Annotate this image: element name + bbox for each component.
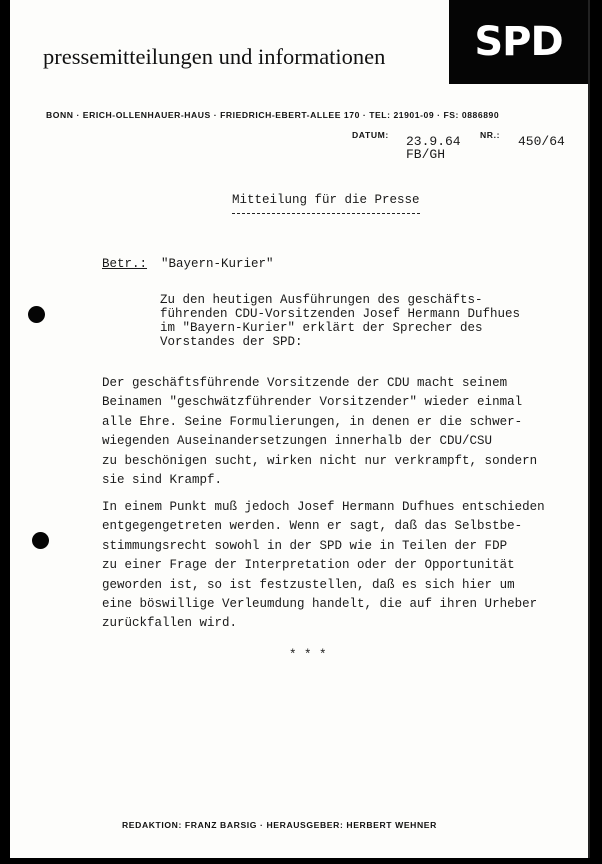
masthead-title: pressemitteilungen und informationen — [43, 44, 386, 69]
paragraph-line: zu beschönigen sucht, wirken nicht nur verkrampft, sondern — [102, 453, 538, 468]
document-page — [10, 0, 590, 858]
paragraph-line: sie sind Krampf. — [102, 473, 223, 488]
nr-value: 450/64 — [518, 134, 565, 149]
intro-line: Vorstandes der SPD: — [160, 335, 303, 349]
datum-label: DATUM: — [352, 130, 389, 140]
paragraph-line: zurückfallen wird. — [102, 616, 238, 631]
paragraph-line: zu einer Frage der Interpretation oder der Opportunität — [102, 558, 515, 573]
address-line: BONN · ERICH-OLLENHAUER-HAUS · FRIEDRICH-EBERT-ALLEE 170 · TEL: 21901-09 · FS: 0886890 — [46, 110, 500, 120]
spd-logo-text: SPD — [474, 19, 563, 65]
paragraph-line: wiegenden Auseinandersetzungen innerhalb der CDU/CSU — [102, 434, 493, 449]
punch-hole-top — [28, 306, 45, 323]
paragraph-line: entgegengetreten werden. Wenn er sagt, daß das Selbstbe- — [102, 519, 523, 534]
paragraph-line: stimmungsrecht sowohl in der SPD wie in Teilen der FDP — [102, 538, 508, 553]
intro-line: im "Bayern-Kurier" erklärt der Sprecher des — [160, 321, 483, 335]
press-heading: Mitteilung für die Presse — [232, 193, 420, 207]
initials: FB/GH — [406, 147, 446, 162]
spd-logo — [449, 0, 588, 84]
betreff-text: "Bayern-Kurier" — [161, 257, 274, 271]
paragraph-line: Der geschäftsführende Vorsitzende der CDU macht seinem — [102, 376, 508, 390]
closing-stars: * * * — [289, 648, 327, 662]
intro-block — [160, 293, 520, 349]
punch-hole-bottom — [32, 532, 49, 549]
paragraph-line: Beinamen "geschwätzführender Vorsitzender" wieder einmal — [102, 395, 523, 410]
intro-line: führenden CDU-Vorsitzenden Josef Hermann Dufhues — [160, 307, 521, 321]
paragraph-1 — [102, 374, 537, 490]
paragraph-line: eine böswillige Verleumdung handelt, die auf ihren Urheber — [102, 597, 538, 612]
paragraph-line: In einem Punkt muß jedoch Josef Hermann Dufhues entschieden — [102, 500, 545, 514]
heading-underline — [232, 213, 420, 214]
paragraph-line: geworden ist, so ist festzustellen, daß es sich hier um — [102, 577, 515, 592]
paragraph-2 — [102, 498, 545, 634]
nr-label: NR.: — [480, 130, 501, 140]
datum-value: 23.9.64 — [406, 134, 461, 149]
footer-credits: REDAKTION: FRANZ BARSIG · HERAUSGEBER: HERBERT WEHNER — [122, 820, 437, 830]
intro-line: Zu den heutigen Ausführungen des geschäfts- — [160, 293, 483, 307]
paragraph-line: alle Ehre. Seine Formulierungen, in denen er die schwer- — [102, 414, 523, 429]
betreff-label: Betr.: — [102, 257, 148, 271]
